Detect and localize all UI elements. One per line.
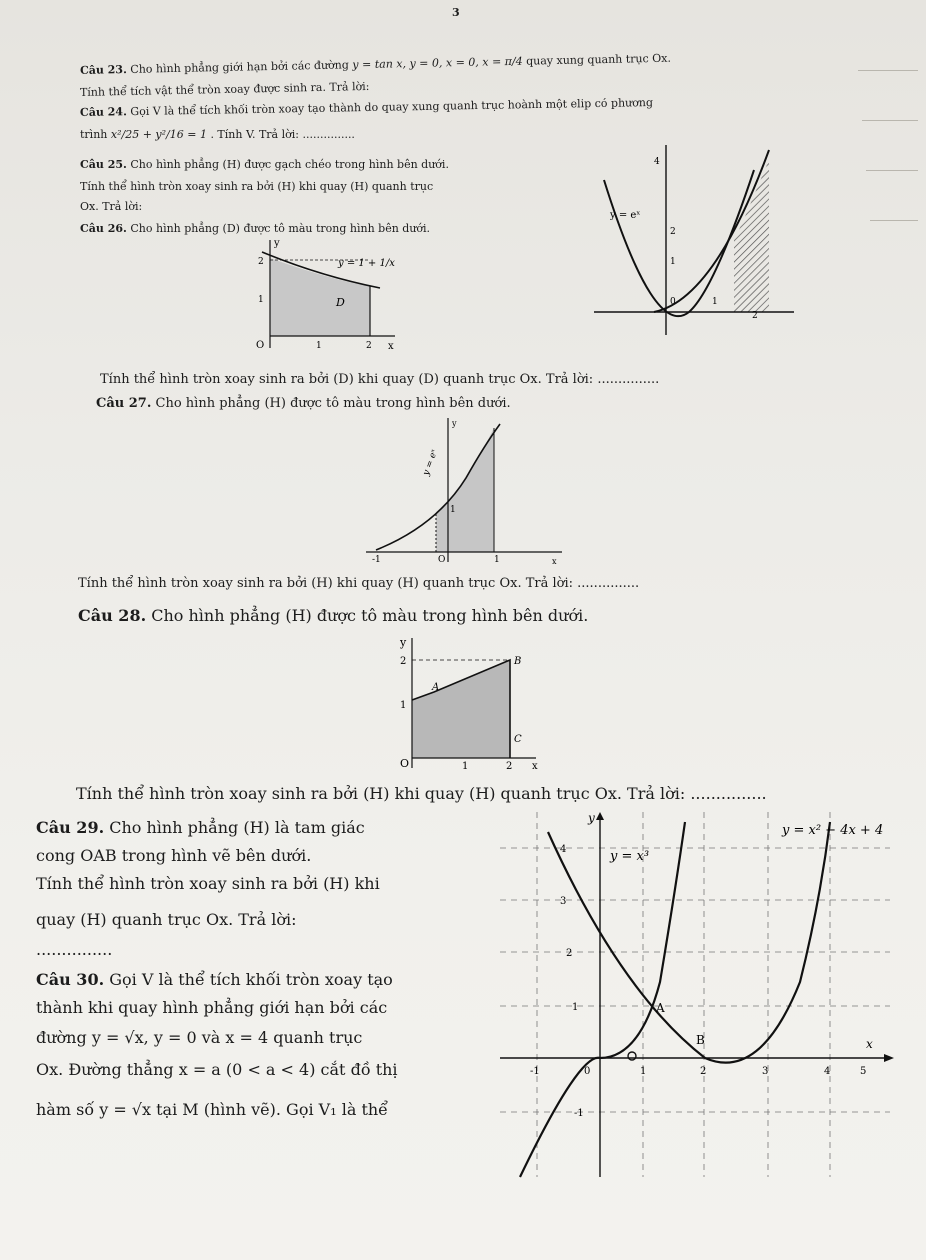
question-number: Câu 28. — [78, 606, 147, 625]
tick-label: 0 — [584, 1066, 591, 1077]
tick-label: 1 — [572, 1002, 579, 1013]
answer-blank: ............... — [577, 576, 640, 591]
curve-cubic — [520, 822, 685, 1177]
page-number: 3 — [452, 6, 460, 19]
question-30-line5: hàm số y = √x tại M (hình vẽ). Gọi V₁ là thể — [36, 1100, 389, 1119]
axis-label: y — [274, 238, 280, 249]
question-25-line2: Tính thể hình tròn xoay sinh ra bởi (H) khi quay (H) quanh trục — [80, 180, 434, 193]
tick-label: 1 — [670, 257, 676, 267]
tick-label: -1 — [574, 1108, 584, 1119]
hatched-region — [734, 160, 769, 312]
formula: y = tan x, y = 0, x = 0, x = π/4 — [352, 54, 523, 72]
question-30-line4: Ox. Đường thẳng x = a (0 < a < 4) cắt đồ thị — [36, 1060, 398, 1079]
tick-label: O — [256, 340, 265, 351]
answer-blank: ............... — [302, 128, 355, 141]
question-30-line2: thành khi quay hình phẳng giới hạn bởi các — [36, 998, 388, 1017]
tick-label: 2 — [258, 257, 264, 267]
tick-label: 0 — [670, 297, 676, 307]
figure-27 — [366, 416, 566, 566]
axis-label: x — [532, 761, 538, 772]
tick-label: 2 — [700, 1066, 707, 1077]
figure-28 — [382, 632, 542, 772]
tick-label: -1 — [530, 1066, 540, 1077]
question-26-answer — [100, 372, 659, 387]
question-29-line2: cong OAB trong hình vẽ bên dưới. — [36, 846, 312, 865]
region-label: D — [336, 296, 345, 309]
figure-25 — [594, 140, 794, 340]
tick-label: 1 — [400, 700, 407, 711]
figure-26 — [250, 236, 400, 352]
question-number: Câu 30. — [36, 970, 105, 989]
point-label: B — [514, 656, 522, 667]
question-text: Cho hình phẳng (D) được tô màu trong hình bên dưới. — [130, 222, 431, 235]
tick-label: 1 — [258, 295, 264, 305]
tick-label: 4 — [654, 157, 660, 167]
question-29-line4: quay (H) quanh trục Ox. Trả lời: — [36, 910, 297, 929]
point-label: A — [656, 1001, 665, 1015]
tick-label: 5 — [860, 1066, 867, 1077]
tick-label: 1 — [712, 297, 718, 307]
point-label: A — [432, 682, 440, 693]
question-text: Cho hình phẳng (H) được tô màu trong hình bên dưới. — [151, 606, 589, 625]
tick-label: 1 — [450, 505, 456, 515]
tick-label: 1 — [316, 341, 322, 351]
tick-label: 4 — [560, 844, 567, 855]
axis-label: x — [388, 341, 394, 352]
question-28 — [78, 606, 588, 625]
tick-label: 1 — [494, 555, 500, 565]
y-arrow — [596, 812, 604, 820]
question-29-line3: Tính thể hình tròn xoay sinh ra bởi (H) khi — [36, 874, 380, 893]
x-arrow — [884, 1054, 894, 1062]
question-25 — [80, 158, 449, 171]
question-text: Cho hình phẳng (H) là tam giác — [109, 818, 365, 837]
axis-label: y — [452, 419, 457, 428]
question-number: Câu 26. — [80, 222, 127, 235]
question-text: Cho hình phẳng giới hạn bởi các đường — [130, 58, 349, 76]
tick-label: 2 — [670, 227, 676, 237]
question-30 — [36, 970, 393, 989]
answer-blank: ............... — [690, 784, 767, 803]
curve-parabola — [548, 822, 830, 1063]
question-text: Gọi V là thể tích khối tròn xoay tạo thành do quay xung quanh trục hoành một elip có phương — [130, 96, 654, 119]
question-number: Câu 25. — [80, 158, 127, 171]
question-number: Câu 24. — [79, 105, 127, 119]
shaded-region — [412, 660, 510, 758]
tick-label: O — [400, 757, 410, 770]
axis-label: y — [400, 636, 407, 649]
question-26 — [80, 222, 430, 235]
curve-label: y = eˣ — [421, 448, 441, 478]
label: . Tính V. Trả lời: — [210, 128, 299, 141]
question-text: Tính thể hình tròn xoay sinh ra bởi (H) khi quay (H) quanh trục Ox. Trả lời: — [76, 784, 686, 803]
tick-label: 2 — [400, 656, 407, 667]
question-29 — [36, 818, 365, 837]
question-27 — [96, 396, 511, 411]
question-text: Cho hình phẳng (H) được tô màu trong hình bên dưới. — [155, 396, 511, 411]
axis-label: x — [552, 557, 557, 566]
question-23-line2: Tính thể tích vật thể tròn xoay được sinh ra. Trả lời: — [79, 79, 370, 99]
question-number: Câu 23. — [79, 63, 127, 77]
tick-label: 3 — [560, 896, 567, 907]
axis-label: x — [866, 1037, 873, 1051]
question-25-line3: Ox. Trả lời: — [80, 200, 143, 213]
question-24-line2 — [80, 128, 355, 141]
question-text: Tính thể hình tròn xoay sinh ra bởi (H) khi quay (H) quanh trục Ox. Trả lời: — [78, 576, 574, 591]
grid — [500, 812, 890, 1177]
formula: x²/25 + y²/16 = 1 — [110, 128, 207, 141]
point-origin — [628, 1052, 636, 1060]
curve-label: y = eˣ — [610, 210, 641, 221]
tick-label: 1 — [640, 1066, 647, 1077]
point-label: C — [514, 734, 522, 745]
question-30-line3: đường y = √x, y = 0 và x = 4 quanh trục — [36, 1028, 363, 1047]
tick-label: 2 — [366, 341, 372, 351]
curve-label: y = x³ — [610, 849, 650, 864]
curve-label: y = x² − 4x + 4 — [782, 823, 884, 838]
figure-29 — [500, 812, 900, 1180]
question-tail: quay xung quanh trục Ox. — [526, 51, 672, 68]
label: trình — [80, 128, 108, 141]
axis-label: y — [588, 812, 595, 825]
tick-label: 3 — [762, 1066, 769, 1077]
tick-label: O — [438, 555, 446, 565]
tick-label: -1 — [372, 555, 381, 565]
question-text: Gọi V là thể tích khối tròn xoay tạo — [109, 970, 393, 989]
tick-label: 2 — [566, 948, 573, 959]
answer-blank: ............... — [36, 940, 113, 959]
question-text: Tính thể hình tròn xoay sinh ra bởi (D) khi quay (D) quanh trục Ox. Trả lời: — [100, 372, 594, 387]
point-label: B — [696, 1033, 705, 1047]
question-number: Câu 29. — [36, 818, 105, 837]
curve-label: y = 1 + 1/x — [338, 258, 395, 269]
tick-label: 4 — [824, 1066, 831, 1077]
tick-label: 1 — [462, 761, 469, 772]
question-27-answer — [78, 576, 639, 591]
answer-blank: ............... — [597, 372, 660, 387]
question-text: Cho hình phẳng (H) được gạch chéo trong hình bên dưới. — [130, 158, 449, 171]
question-number: Câu 27. — [96, 396, 152, 411]
question-28-answer — [76, 784, 767, 803]
tick-label: 2 — [506, 761, 513, 772]
shaded-region-D — [270, 258, 370, 336]
parabola-curve — [604, 170, 754, 316]
tick-label: 2 — [752, 311, 758, 321]
